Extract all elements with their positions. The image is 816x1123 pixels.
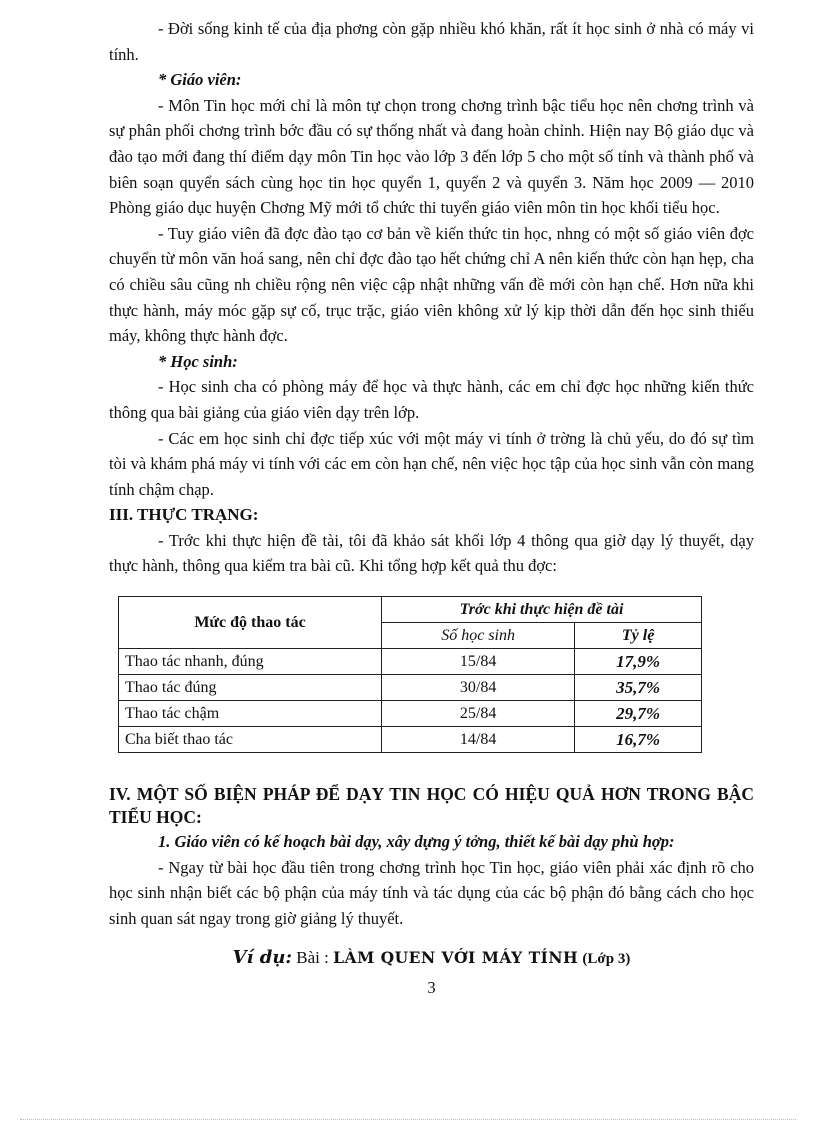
- table-row: [119, 701, 702, 727]
- table-row: [119, 727, 702, 753]
- header-before: Trớc khi thực hiện đề tài: [382, 597, 702, 623]
- example-prefix: Ví dụ:: [232, 947, 293, 969]
- example-lesson-title: LÀM QUEN VỚI MÁY TÍNH: [333, 948, 579, 968]
- table-row: [119, 649, 702, 675]
- cell-count: 25/84: [382, 701, 575, 727]
- cell-skill: Thao tác nhanh, đúng: [119, 649, 382, 675]
- example-grade: (Lớp 3): [582, 951, 631, 968]
- paragraph-subject-status: - Môn Tin học mới chỉ là môn tự chọn trong chơng trình bậc tiểu học nên chơng trình và sự phân phối chơng trình bớc đầu có sự thống nhất và đang hoàn chỉnh. Hiện nay Bộ giáo dục và đào tạo mới đang thí điểm dạy môn Tin học vào lớp 3 đến lớp 5 cho một số tỉnh và thành phố và biên soạn quyển sách cùng học tin học quyển 1, quyển 2 và quyển 3. Năm học 2009 — 2010 Phòng giáo dục huyện Chơng Mỹ mới tổ chức thi tuyển giáo viên môn tin học khối tiểu học.: [109, 95, 754, 218]
- cell-skill: Cha biết thao tác: [119, 727, 382, 753]
- cell-skill: Thao tác chậm: [119, 701, 382, 727]
- example-bai: Bài :: [296, 948, 329, 968]
- cell-count: 15/84: [382, 649, 575, 675]
- heading-teacher: * Giáo viên:: [158, 70, 242, 90]
- cell-rate: 16,7%: [575, 727, 702, 753]
- paragraph-economy: - Đời sống kinh tế của địa phơng còn gặp nhiều khó khăn, rất ít học sinh ở nhà có máy vi tính.: [109, 19, 754, 64]
- header-rate: Tỷ lệ: [575, 623, 702, 649]
- paragraph-student-access: - Các em học sinh chỉ đợc tiếp xúc với một máy vi tính ở trờng là chủ yếu, do đó sự tìm tòi và khám phá máy vi tính với các em còn hạn chế, nên việc học tập của học sinh vẫn còn mang tính chậm chạp.: [109, 428, 754, 499]
- paragraph-student-room: - Học sinh cha có phòng máy để học và thực hành, các em chỉ đợc học những kiến thức thông qua bài giảng của giáo viên dạy trên lớp.: [109, 377, 754, 422]
- example-line: [109, 945, 754, 973]
- cell-count: 14/84: [382, 727, 575, 753]
- cell-rate: 35,7%: [575, 675, 702, 701]
- section-heading-status: III. THỰC TRẠNG:: [109, 505, 259, 525]
- cell-skill: Thao tác đúng: [119, 675, 382, 701]
- subheading-lesson-plan: 1. Giáo viên có kế hoạch bài dạy, xây dựng ý tởng, thiết kế bài dạy phù hợp:: [158, 832, 675, 852]
- cell-rate: 29,7%: [575, 701, 702, 727]
- table-row: [119, 675, 702, 701]
- heading-student: * Học sinh:: [158, 351, 238, 371]
- header-skill: Mức độ thao tác: [119, 597, 382, 649]
- survey-table: [118, 596, 702, 753]
- page-number: 3: [427, 978, 436, 998]
- section-heading-measures: IV. MỘT SỐ BIỆN PHÁP ĐỂ DẠY TIN HỌC CÓ HIỆU QUẢ HƠN TRONG BẬC TIỂU HỌC:: [109, 784, 754, 828]
- cell-rate: 17,9%: [575, 649, 702, 675]
- header-count: Số học sinh: [382, 623, 575, 649]
- page-border: [20, 1119, 796, 1120]
- document-page: [109, 16, 754, 1001]
- cell-count: 30/84: [382, 675, 575, 701]
- paragraph-teacher-training: - Tuy giáo viên đã đợc đào tạo cơ bản về kiến thức tin học, nhng có một số giáo viên đợc chuyển từ môn văn hoá sang, nên chỉ đợc đào tạo hết chứng chỉ A nên kiến thức còn hạn hẹp, cha có chiều sâu cũng nh chiều rộng nên việc cập nhật những vấn đề mới còn hạn chế. Hơn nữa khi thực hành, máy móc gặp sự cố, trục trặc, giáo viên không xử lý kịp thời dẫn đến học sinh thiếu máy, không thực hành đợc.: [109, 223, 754, 346]
- paragraph-first-lesson: - Ngay từ bài học đầu tiên trong chơng trình học Tin học, giáo viên phải xác định rõ cho học sinh nhận biết các bộ phận của máy tính và tác dụng của các bộ phận đó bằng cách cho học sinh quan sát ngay trong giờ giảng lý thuyết.: [109, 857, 754, 928]
- table-header-row: [119, 597, 702, 623]
- paragraph-survey: - Trớc khi thực hiện đề tài, tôi đã khảo sát khối lớp 4 thông qua giờ dạy lý thuyết, dạy thực hành, thông qua kiểm tra bài cũ. Khi tổng hợp kết quả thu đợc:: [109, 530, 754, 576]
